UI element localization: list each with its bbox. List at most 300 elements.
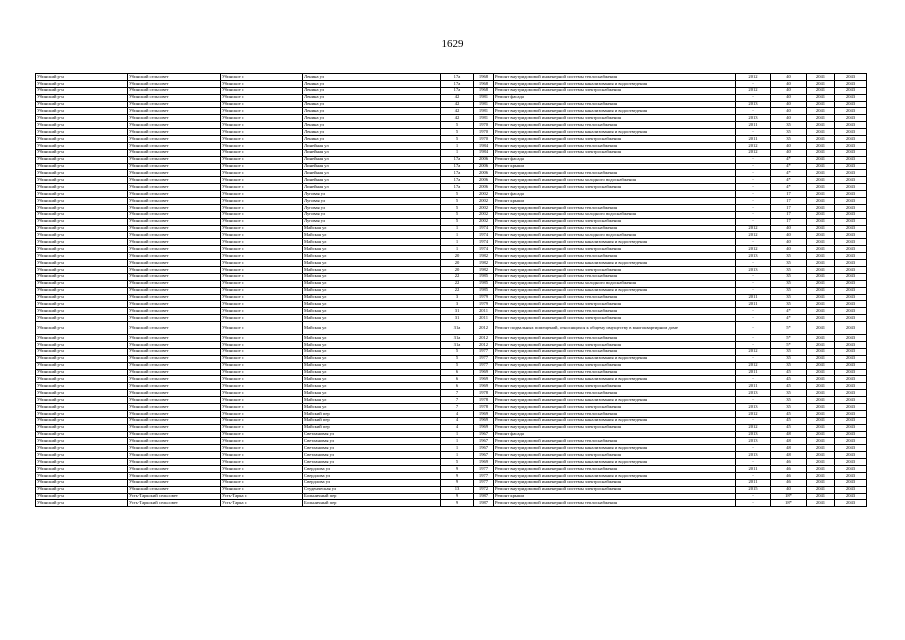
table-row [36,403,867,410]
cell-work-type: Ремонт внутридомовой инженерной системы холодного водоснабжения [494,232,736,239]
cell-district: Убинский р-н [36,108,128,115]
cell-district: Убинский р-н [36,348,128,355]
table-row [36,355,867,362]
cell-build-year: 1969 [474,459,494,466]
cell-plan-start-year: 2041 [807,355,835,362]
cell-work-type: Ремонт внутридомовой инженерной системы канализования и водоотведения [494,108,736,115]
cell-work-type: Ремонт фасада [494,431,736,438]
cell-house-number: 7 [441,390,474,397]
cell-plan-start-year: 2041 [807,287,835,294]
cell-plan-start-year: 2041 [807,94,835,101]
cell-last-repair-year: 2012 [736,87,771,94]
cell-build-year: 1968 [474,74,494,81]
cell-wear-value: 35 [771,390,807,397]
cell-plan-start-year: 2041 [807,341,835,348]
cell-work-type: Ремонт внутридомовой инженерной системы теплоснабжения [494,410,736,417]
cell-district: Убинский р-н [36,184,128,191]
cell-last-repair-year: 2011 [736,479,771,486]
table-row [36,341,867,348]
cell-build-year: 2006 [474,163,494,170]
table-row [36,294,867,301]
cell-house-number: 5 [441,211,474,218]
cell-work-type: Ремонт внутридомовой инженерной системы теплоснабжения [494,101,736,108]
cell-district: Убинский р-н [36,397,128,404]
cell-work-type: Ремонт внутридомовой инженерной системы теплоснабжения [494,142,736,149]
cell-settlement-council: Убинский сельсовет [128,355,221,362]
cell-last-repair-year: - [736,308,771,315]
cell-street: Ленина ул [303,122,441,129]
cell-district: Убинский р-н [36,239,128,246]
cell-build-year: 1982 [474,260,494,267]
cell-house-number: 5 [441,362,474,369]
cell-build-year: 2006 [474,156,494,163]
cell-street: Майская ул [303,239,441,246]
cell-house-number: 5 [441,136,474,143]
cell-locality: Убинское с [221,294,303,301]
cell-street: Майская ул [303,390,441,397]
cell-locality: Убинское с [221,390,303,397]
cell-settlement-council: Убинский сельсовет [128,122,221,129]
cell-wear-value: 40 [771,142,807,149]
cell-build-year: 2011 [474,315,494,322]
cell-build-year: 1970 [474,129,494,136]
cell-locality: Убинское с [221,355,303,362]
cell-wear-value: 48 [771,452,807,459]
cell-settlement-council: Убинский сельсовет [128,136,221,143]
cell-district: Убинский р-н [36,322,128,335]
cell-work-type: Ремонт внутридомовой инженерной системы теплоснабжения [494,294,736,301]
cell-build-year: 2002 [474,218,494,225]
cell-plan-start-year: 2041 [807,260,835,267]
cell-wear-value: 40 [771,94,807,101]
cell-last-repair-year: - [736,156,771,163]
cell-house-number: 1 [441,225,474,232]
cell-street: Луговая ул [303,191,441,198]
cell-district: Убинский р-н [36,390,128,397]
cell-plan-end-year: 2043 [835,417,867,424]
table-row [36,493,867,500]
table-row [36,101,867,108]
table-row [36,211,867,218]
cell-build-year: 1979 [474,294,494,301]
cell-plan-start-year: 2041 [807,486,835,493]
cell-wear-value: 46 [771,465,807,472]
cell-street: Майская ул [303,369,441,376]
cell-district: Убинский р-н [36,315,128,322]
cell-locality: Убинское с [221,142,303,149]
cell-locality: Убинское с [221,445,303,452]
cell-plan-end-year: 2043 [835,376,867,383]
cell-district: Убинский р-н [36,376,128,383]
cell-last-repair-year: 2011 [736,301,771,308]
cell-last-repair-year: - [736,335,771,342]
cell-last-repair-year: - [736,239,771,246]
cell-wear-value: 35 [771,287,807,294]
cell-last-repair-year: 2012 [736,74,771,81]
cell-settlement-council: Убинский сельсовет [128,266,221,273]
cell-district: Убинский р-н [36,301,128,308]
cell-street: Светлановая ул [303,445,441,452]
cell-locality: Убинское с [221,115,303,122]
cell-house-number: 6 [441,376,474,383]
cell-work-type: Ремонт крыши [494,493,736,500]
cell-plan-start-year: 2041 [807,445,835,452]
cell-street: Майская ул [303,260,441,267]
cell-district: Убинский р-н [36,500,128,507]
cell-street: Линейная ул [303,184,441,191]
cell-street: Ленина ул [303,87,441,94]
cell-settlement-council: Убинский сельсовет [128,177,221,184]
cell-build-year: 1970 [474,122,494,129]
cell-wear-value: 40 [771,486,807,493]
table-row [36,472,867,479]
cell-settlement-council: Убинский сельсовет [128,465,221,472]
cell-locality: Убинское с [221,301,303,308]
cell-street: Свердлова ул [303,472,441,479]
cell-build-year: 2012 [474,322,494,335]
cell-house-number: 31а [441,341,474,348]
cell-street: Майский пер [303,410,441,417]
cell-house-number: 5 [441,191,474,198]
cell-wear-value: 48 [771,431,807,438]
cell-plan-start-year: 2041 [807,80,835,87]
cell-last-repair-year: 2013 [736,431,771,438]
cell-plan-start-year: 2041 [807,369,835,376]
table-row [36,301,867,308]
cell-plan-end-year: 2043 [835,397,867,404]
cell-last-repair-year: - [736,500,771,507]
cell-locality: Убинское с [221,341,303,348]
cell-district: Убинский р-н [36,101,128,108]
cell-plan-end-year: 2043 [835,177,867,184]
cell-last-repair-year: 2012 [736,142,771,149]
cell-house-number: 20 [441,253,474,260]
cell-wear-value: 35 [771,301,807,308]
cell-street: Майская ул [303,383,441,390]
cell-plan-end-year: 2043 [835,355,867,362]
cell-plan-start-year: 2041 [807,177,835,184]
cell-house-number: 7 [441,403,474,410]
cell-plan-start-year: 2041 [807,253,835,260]
cell-plan-start-year: 2041 [807,246,835,253]
cell-work-type: Ремонт внутридомовой инженерной системы холодного водоснабжения [494,280,736,287]
table-row [36,459,867,466]
cell-plan-start-year: 2041 [807,225,835,232]
cell-last-repair-year: - [736,341,771,348]
cell-street: Ленина ул [303,74,441,81]
cell-build-year: 1977 [474,348,494,355]
cell-wear-value: 40 [771,225,807,232]
cell-work-type: Ремонт внутридомовой инженерной системы электроснабжения [494,341,736,348]
cell-settlement-council: Убинский сельсовет [128,156,221,163]
cell-locality: Убинское с [221,211,303,218]
cell-house-number: 7 [441,397,474,404]
cell-locality: Усть-Тарка с [221,500,303,507]
cell-wear-value: 45 [771,383,807,390]
cell-district: Убинский р-н [36,232,128,239]
cell-house-number: 1 [441,232,474,239]
cell-settlement-council: Убинский сельсовет [128,170,221,177]
cell-house-number: 1 [441,445,474,452]
cell-street: Майская ул [303,253,441,260]
cell-street: Ленина ул [303,80,441,87]
table-row [36,246,867,253]
cell-wear-value: 35 [771,129,807,136]
cell-work-type: Ремонт внутридомовой инженерной системы электроснабжения [494,452,736,459]
cell-last-repair-year: 2012 [736,149,771,156]
cell-street: Светлановая ул [303,438,441,445]
cell-settlement-council: Убинский сельсовет [128,129,221,136]
cell-plan-start-year: 2041 [807,108,835,115]
table-row [36,204,867,211]
cell-build-year: 2012 [474,341,494,348]
cell-last-repair-year: - [736,280,771,287]
cell-work-type: Ремонт крыши [494,198,736,205]
cell-street: Светлановая ул [303,459,441,466]
cell-plan-end-year: 2043 [835,204,867,211]
cell-street: Майская ул [303,403,441,410]
table-row [36,163,867,170]
cell-plan-start-year: 2041 [807,452,835,459]
cell-district: Убинский р-н [36,198,128,205]
cell-settlement-council: Убинский сельсовет [128,403,221,410]
cell-plan-start-year: 2041 [807,438,835,445]
cell-work-type: Ремонт внутридомовой инженерной системы электроснабжения [494,246,736,253]
cell-plan-start-year: 2041 [807,362,835,369]
cell-last-repair-year: - [736,94,771,101]
cell-locality: Убинское с [221,204,303,211]
cell-wear-value: 5* [771,341,807,348]
cell-settlement-council: Убинский сельсовет [128,486,221,493]
cell-settlement-council: Убинский сельсовет [128,94,221,101]
cell-locality: Убинское с [221,184,303,191]
cell-district: Убинский р-н [36,335,128,342]
cell-house-number: 6 [441,383,474,390]
cell-street: Майская ул [303,348,441,355]
register-table [35,73,867,507]
cell-street: Майская ул [303,341,441,348]
cell-last-repair-year: 2011 [736,294,771,301]
cell-wear-value: 40 [771,74,807,81]
cell-plan-end-year: 2043 [835,184,867,191]
cell-settlement-council: Убинский сельсовет [128,438,221,445]
cell-work-type: Ремонт внутридомовой инженерной системы электроснабжения [494,383,736,390]
cell-work-type: Ремонт внутридомовой инженерной системы электроснабжения [494,362,736,369]
cell-plan-end-year: 2043 [835,115,867,122]
cell-work-type: Ремонт внутридомовой инженерной системы электроснабжения [494,218,736,225]
cell-wear-value: 35 [771,273,807,280]
cell-build-year: 1967 [474,431,494,438]
cell-house-number: 9 [441,472,474,479]
cell-wear-value: 35 [771,403,807,410]
cell-build-year: 1970 [474,136,494,143]
cell-settlement-council: Убинский сельсовет [128,424,221,431]
cell-settlement-council: Убинский сельсовет [128,163,221,170]
cell-plan-end-year: 2043 [835,225,867,232]
cell-settlement-council: Убинский сельсовет [128,74,221,81]
cell-locality: Убинское с [221,287,303,294]
cell-district: Убинский р-н [36,129,128,136]
cell-street: Ленина ул [303,115,441,122]
cell-plan-end-year: 2043 [835,486,867,493]
cell-plan-start-year: 2041 [807,315,835,322]
cell-street: Майская ул [303,397,441,404]
cell-house-number: 5 [441,204,474,211]
cell-house-number: 20 [441,266,474,273]
cell-district: Убинский р-н [36,211,128,218]
cell-house-number: 5 [441,459,474,466]
cell-wear-value: 17 [771,204,807,211]
table-row [36,129,867,136]
cell-plan-start-year: 2041 [807,136,835,143]
table-row [36,122,867,129]
cell-plan-end-year: 2043 [835,424,867,431]
cell-wear-value: 17 [771,191,807,198]
cell-wear-value: 46 [771,472,807,479]
cell-plan-start-year: 2041 [807,417,835,424]
cell-settlement-council: Убинский сельсовет [128,410,221,417]
cell-settlement-council: Убинский сельсовет [128,472,221,479]
cell-district: Убинский р-н [36,355,128,362]
cell-locality: Убинское с [221,348,303,355]
cell-street: Майская ул [303,301,441,308]
cell-house-number: 31а [441,322,474,335]
cell-street: Майская ул [303,322,441,335]
cell-settlement-council: Убинский сельсовет [128,479,221,486]
cell-street: Линейная ул [303,177,441,184]
cell-plan-end-year: 2043 [835,459,867,466]
cell-locality: Убинское с [221,136,303,143]
cell-locality: Убинское с [221,80,303,87]
cell-work-type: Ремонт внутридомовой инженерной системы теплоснабжения [494,170,736,177]
cell-work-type: Ремонт внутридомовой инженерной системы канализования и водоотведения [494,80,736,87]
cell-plan-start-year: 2041 [807,163,835,170]
cell-plan-start-year: 2041 [807,390,835,397]
cell-last-repair-year: 2011 [736,136,771,143]
cell-wear-value: 48 [771,445,807,452]
cell-house-number: 42 [441,94,474,101]
cell-house-number: 5 [441,129,474,136]
cell-wear-value: 35 [771,136,807,143]
cell-plan-start-year: 2041 [807,198,835,205]
cell-street: Светлановая ул [303,452,441,459]
cell-work-type: Ремонт фасада [494,156,736,163]
cell-plan-start-year: 2041 [807,156,835,163]
cell-build-year: 1974 [474,232,494,239]
cell-plan-end-year: 2043 [835,122,867,129]
cell-plan-end-year: 2043 [835,218,867,225]
cell-plan-start-year: 2041 [807,322,835,335]
cell-work-type: Ремонт внутридомовой инженерной системы теплоснабжения [494,204,736,211]
cell-district: Убинский р-н [36,191,128,198]
cell-settlement-council: Убинский сельсовет [128,211,221,218]
cell-build-year: 2006 [474,177,494,184]
cell-last-repair-year: - [736,198,771,205]
cell-locality: Убинское с [221,177,303,184]
cell-wear-value: 40 [771,101,807,108]
cell-street: Ленина ул [303,136,441,143]
cell-district: Убинский р-н [36,287,128,294]
cell-work-type: Ремонт внутридомовой инженерной системы теплоснабжения [494,348,736,355]
cell-build-year: 1981 [474,108,494,115]
table-row [36,266,867,273]
cell-settlement-council: Убинский сельсовет [128,376,221,383]
cell-plan-end-year: 2043 [835,348,867,355]
cell-plan-end-year: 2043 [835,308,867,315]
table-row [36,184,867,191]
cell-settlement-council: Убинский сельсовет [128,308,221,315]
cell-build-year: 2006 [474,170,494,177]
cell-settlement-council: Убинский сельсовет [128,397,221,404]
cell-street: Майская ул [303,266,441,273]
cell-district: Убинский р-н [36,472,128,479]
cell-settlement-council: Усть-Таркский сельсовет [128,493,221,500]
cell-locality: Убинское с [221,129,303,136]
table-row [36,239,867,246]
cell-build-year: 2011 [474,308,494,315]
cell-build-year: 1969 [474,417,494,424]
cell-house-number: 42 [441,108,474,115]
cell-wear-value: 4* [771,184,807,191]
cell-house-number: 17а [441,74,474,81]
cell-plan-start-year: 2041 [807,232,835,239]
cell-locality: Убинское с [221,191,303,198]
cell-wear-value: 4* [771,177,807,184]
page-number: 1629 [441,38,464,50]
cell-wear-value: 18* [771,493,807,500]
cell-plan-start-year: 2041 [807,294,835,301]
cell-house-number: 9 [441,500,474,507]
cell-settlement-council: Убинский сельсовет [128,87,221,94]
cell-plan-end-year: 2043 [835,452,867,459]
cell-street: Линейная ул [303,142,441,149]
table-row [36,149,867,156]
table-row [36,424,867,431]
cell-work-type: Ремонт внутридомовой инженерной системы теплоснабжения [494,335,736,342]
cell-wear-value: 4* [771,308,807,315]
cell-last-repair-year: - [736,184,771,191]
table-row [36,362,867,369]
cell-build-year: 1972 [474,486,494,493]
cell-wear-value: 4* [771,163,807,170]
table-row [36,376,867,383]
cell-settlement-council: Убинский сельсовет [128,301,221,308]
cell-district: Убинский р-н [36,362,128,369]
cell-district: Убинский р-н [36,142,128,149]
cell-plan-end-year: 2043 [835,156,867,163]
cell-district: Убинский р-н [36,122,128,129]
table-body [36,74,867,507]
cell-plan-end-year: 2043 [835,246,867,253]
cell-plan-start-year: 2041 [807,142,835,149]
cell-wear-value: 45 [771,410,807,417]
cell-district: Убинский р-н [36,417,128,424]
cell-plan-end-year: 2043 [835,335,867,342]
cell-last-repair-year: - [736,376,771,383]
cell-plan-end-year: 2043 [835,438,867,445]
cell-work-type: Ремонт внутридомовой инженерной системы теплоснабжения [494,390,736,397]
cell-build-year: 1977 [474,355,494,362]
cell-plan-start-year: 2041 [807,383,835,390]
cell-house-number: 22 [441,280,474,287]
cell-plan-start-year: 2041 [807,170,835,177]
cell-locality: Убинское с [221,87,303,94]
table-row [36,431,867,438]
cell-district: Убинский р-н [36,170,128,177]
cell-build-year: 2002 [474,211,494,218]
cell-wear-value: 35 [771,122,807,129]
cell-settlement-council: Убинский сельсовет [128,232,221,239]
